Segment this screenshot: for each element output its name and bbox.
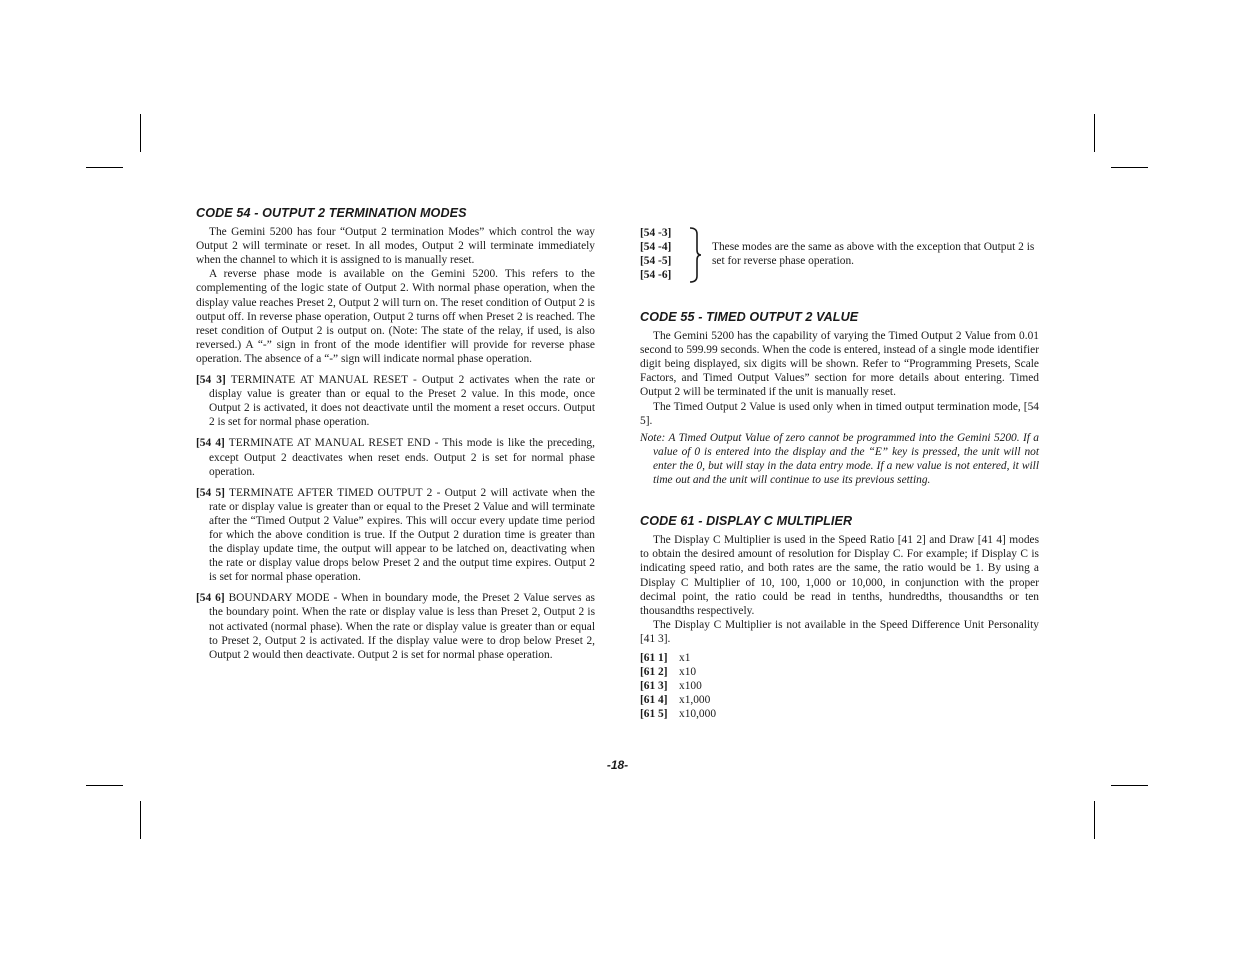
crop-mark xyxy=(86,785,123,786)
mode-description: TERMINATE AFTER TIMED OUTPUT 2 - Output 2 will activate when the rate or display value is greater than or equal to the Preset 2 Value and will terminate after the “Timed Output 2 Value” expires. This will occur every update time period for which the above condition is true. If the Output 2 duration time is greater than the display update time, the output will appear to be latched on, deactivating when the rate or display value drops below Preset 2 and the output time expires. Output 2 is set for normal phase operation. xyxy=(209,486,595,584)
crop-mark xyxy=(140,114,141,152)
right-column xyxy=(640,226,1039,721)
multiplier-code: [61 2] xyxy=(640,666,668,679)
multiplier-value: x100 xyxy=(679,680,702,693)
code55-paragraph: The Gemini 5200 has the capability of varying the Timed Output 2 Value from 0.01 second to 599.99 seconds. When the code is entered, instead of a single mode identifier digit being displayed, six digits will be shown. Refer to “Programming Presets, Scale Factors, and Timed Output Values” section for more details about entering. Timed Output 2 will be terminated if the unit is manually reset. xyxy=(640,330,1039,399)
mode-description: TERMINATE AT MANUAL RESET - Output 2 activates when the rate or display value is greater than or equal to the Preset 2 value. In this mode, once Output 2 is activated, it does not deactivate until the moment a reset occurs. Output 2 is set for normal phase operation. xyxy=(209,374,595,429)
multiplier-code: [61 5] xyxy=(640,708,668,721)
code54-paragraph: A reverse phase mode is available on the Gemini 5200. This refers to the complementing of the logic state of Output 2. With normal phase operation, when the display value reaches Preset 2, Output 2 will turn on. The reset condition of Output 2 is output off. In reverse phase operation, Output 2 turns off when Preset 2 is reached. The reset condition of Output 2 is output on. (Note: The state of the relay, if used, is also reversed.) A “-” sign in front of the mode identifier will provide for reverse phase operation. The absence of a “-” sign will indicate normal phase operation. xyxy=(196,268,595,365)
reverse-mode-code: [54 -4] xyxy=(640,241,672,254)
code55-heading: CODE 55 - TIMED OUTPUT 2 VALUE xyxy=(640,310,859,324)
reverse-mode-code: [54 -3] xyxy=(640,227,672,239)
mode-code: [54 3] xyxy=(196,374,226,387)
reverse-phase-modes xyxy=(640,226,1039,284)
mode-description: TERMINATE AT MANUAL RESET END - This mode is like the preceding, except Output 2 deactivates when reset ends. Output 2 is set for normal phase operation. xyxy=(209,437,595,478)
mode-description: BOUNDARY MODE - When in boundary mode, the Preset 2 Value serves as the boundary point. When the rate or display value is less than Preset 2, Output 2 is not activated (normal phase). When the rate or display value is greater than or equal to Preset 2, Output 2 is activated. If the display value were to drop below Preset 2, Output 2 would then deactivate. Output 2 is set for normal phase operation. xyxy=(209,592,595,661)
mode-item xyxy=(196,486,595,585)
multiplier-value: x1 xyxy=(679,651,691,664)
multiplier-list xyxy=(640,651,1039,721)
crop-mark xyxy=(1111,785,1148,786)
list-item xyxy=(640,707,1039,721)
code61-heading: CODE 61 - DISPLAY C MULTIPLIER xyxy=(640,514,853,529)
reverse-mode-code: [54 -6] xyxy=(640,269,672,282)
crop-mark xyxy=(1094,801,1095,839)
list-item xyxy=(640,693,1039,707)
page-number: -18- xyxy=(606,758,629,772)
multiplier-code: [61 4] xyxy=(640,694,668,707)
crop-mark xyxy=(1094,114,1095,152)
reverse-mode-description: These modes are the same as above with the exception that Output 2 is set for reverse phase operation. xyxy=(712,241,1035,268)
multiplier-code: [61 1] xyxy=(640,651,668,664)
code61-paragraph: The Display C Multiplier is used in the Speed Ratio [41 2] and Draw [41 4] modes to obtain the desired amount of resolution for Display C. For example; if Display C is indicating speed ratio, and both rates are the same, the ratio would be 1. By using a Display C Multiplier of 10, 100, 1,000 or 10,000, in conjunction with the proper decimal point, the ratio could be read in tenths, hundredths, thousandths or ten thousandths respectively. xyxy=(640,534,1039,617)
mode-item xyxy=(196,591,595,661)
left-column xyxy=(196,206,595,662)
mode-item xyxy=(196,373,595,429)
reverse-mode-code: [54 -5] xyxy=(640,255,672,268)
list-item xyxy=(640,679,1039,693)
mode-code: [54 5] xyxy=(196,486,225,499)
multiplier-code: [61 3] xyxy=(640,680,668,693)
mode-code: [54 4] xyxy=(196,437,225,450)
code54-heading: CODE 54 - OUTPUT 2 TERMINATION MODES xyxy=(196,206,467,220)
multiplier-value: x10 xyxy=(679,666,697,679)
list-item xyxy=(640,665,1039,679)
crop-mark xyxy=(1111,167,1148,168)
crop-mark xyxy=(86,167,123,168)
code55-paragraph: The Timed Output 2 Value is used only when in timed output termination mode, [54 5]. xyxy=(640,400,1039,427)
multiplier-value: x10,000 xyxy=(679,708,717,721)
mode-code: [54 6] xyxy=(196,592,225,605)
multiplier-value: x1,000 xyxy=(679,694,711,707)
code54-paragraph: The Gemini 5200 has four “Output 2 termination Modes” which control the way Output 2 will terminate or reset. In all modes, Output 2 will terminate immediately when the channel to which it is assigned to is manually reset. xyxy=(196,226,595,267)
reverse-mode-codes xyxy=(640,226,671,282)
list-item xyxy=(640,651,1039,665)
mode-item xyxy=(196,436,595,478)
code55-note: Note: A Timed Output Value of zero cannot be programmed into the Gemini 5200. If a value of 0 is entered into the display and the “E” key is pressed, the unit will not enter the 0, but will stay in the data entry mode. If a new value is not entered, it will time out and the unit will continue to use its previous setting. xyxy=(640,431,1039,487)
crop-mark xyxy=(140,801,141,839)
code61-paragraph: The Display C Multiplier is not available in the Speed Difference Unit Personality [41 3]. xyxy=(640,618,1039,645)
